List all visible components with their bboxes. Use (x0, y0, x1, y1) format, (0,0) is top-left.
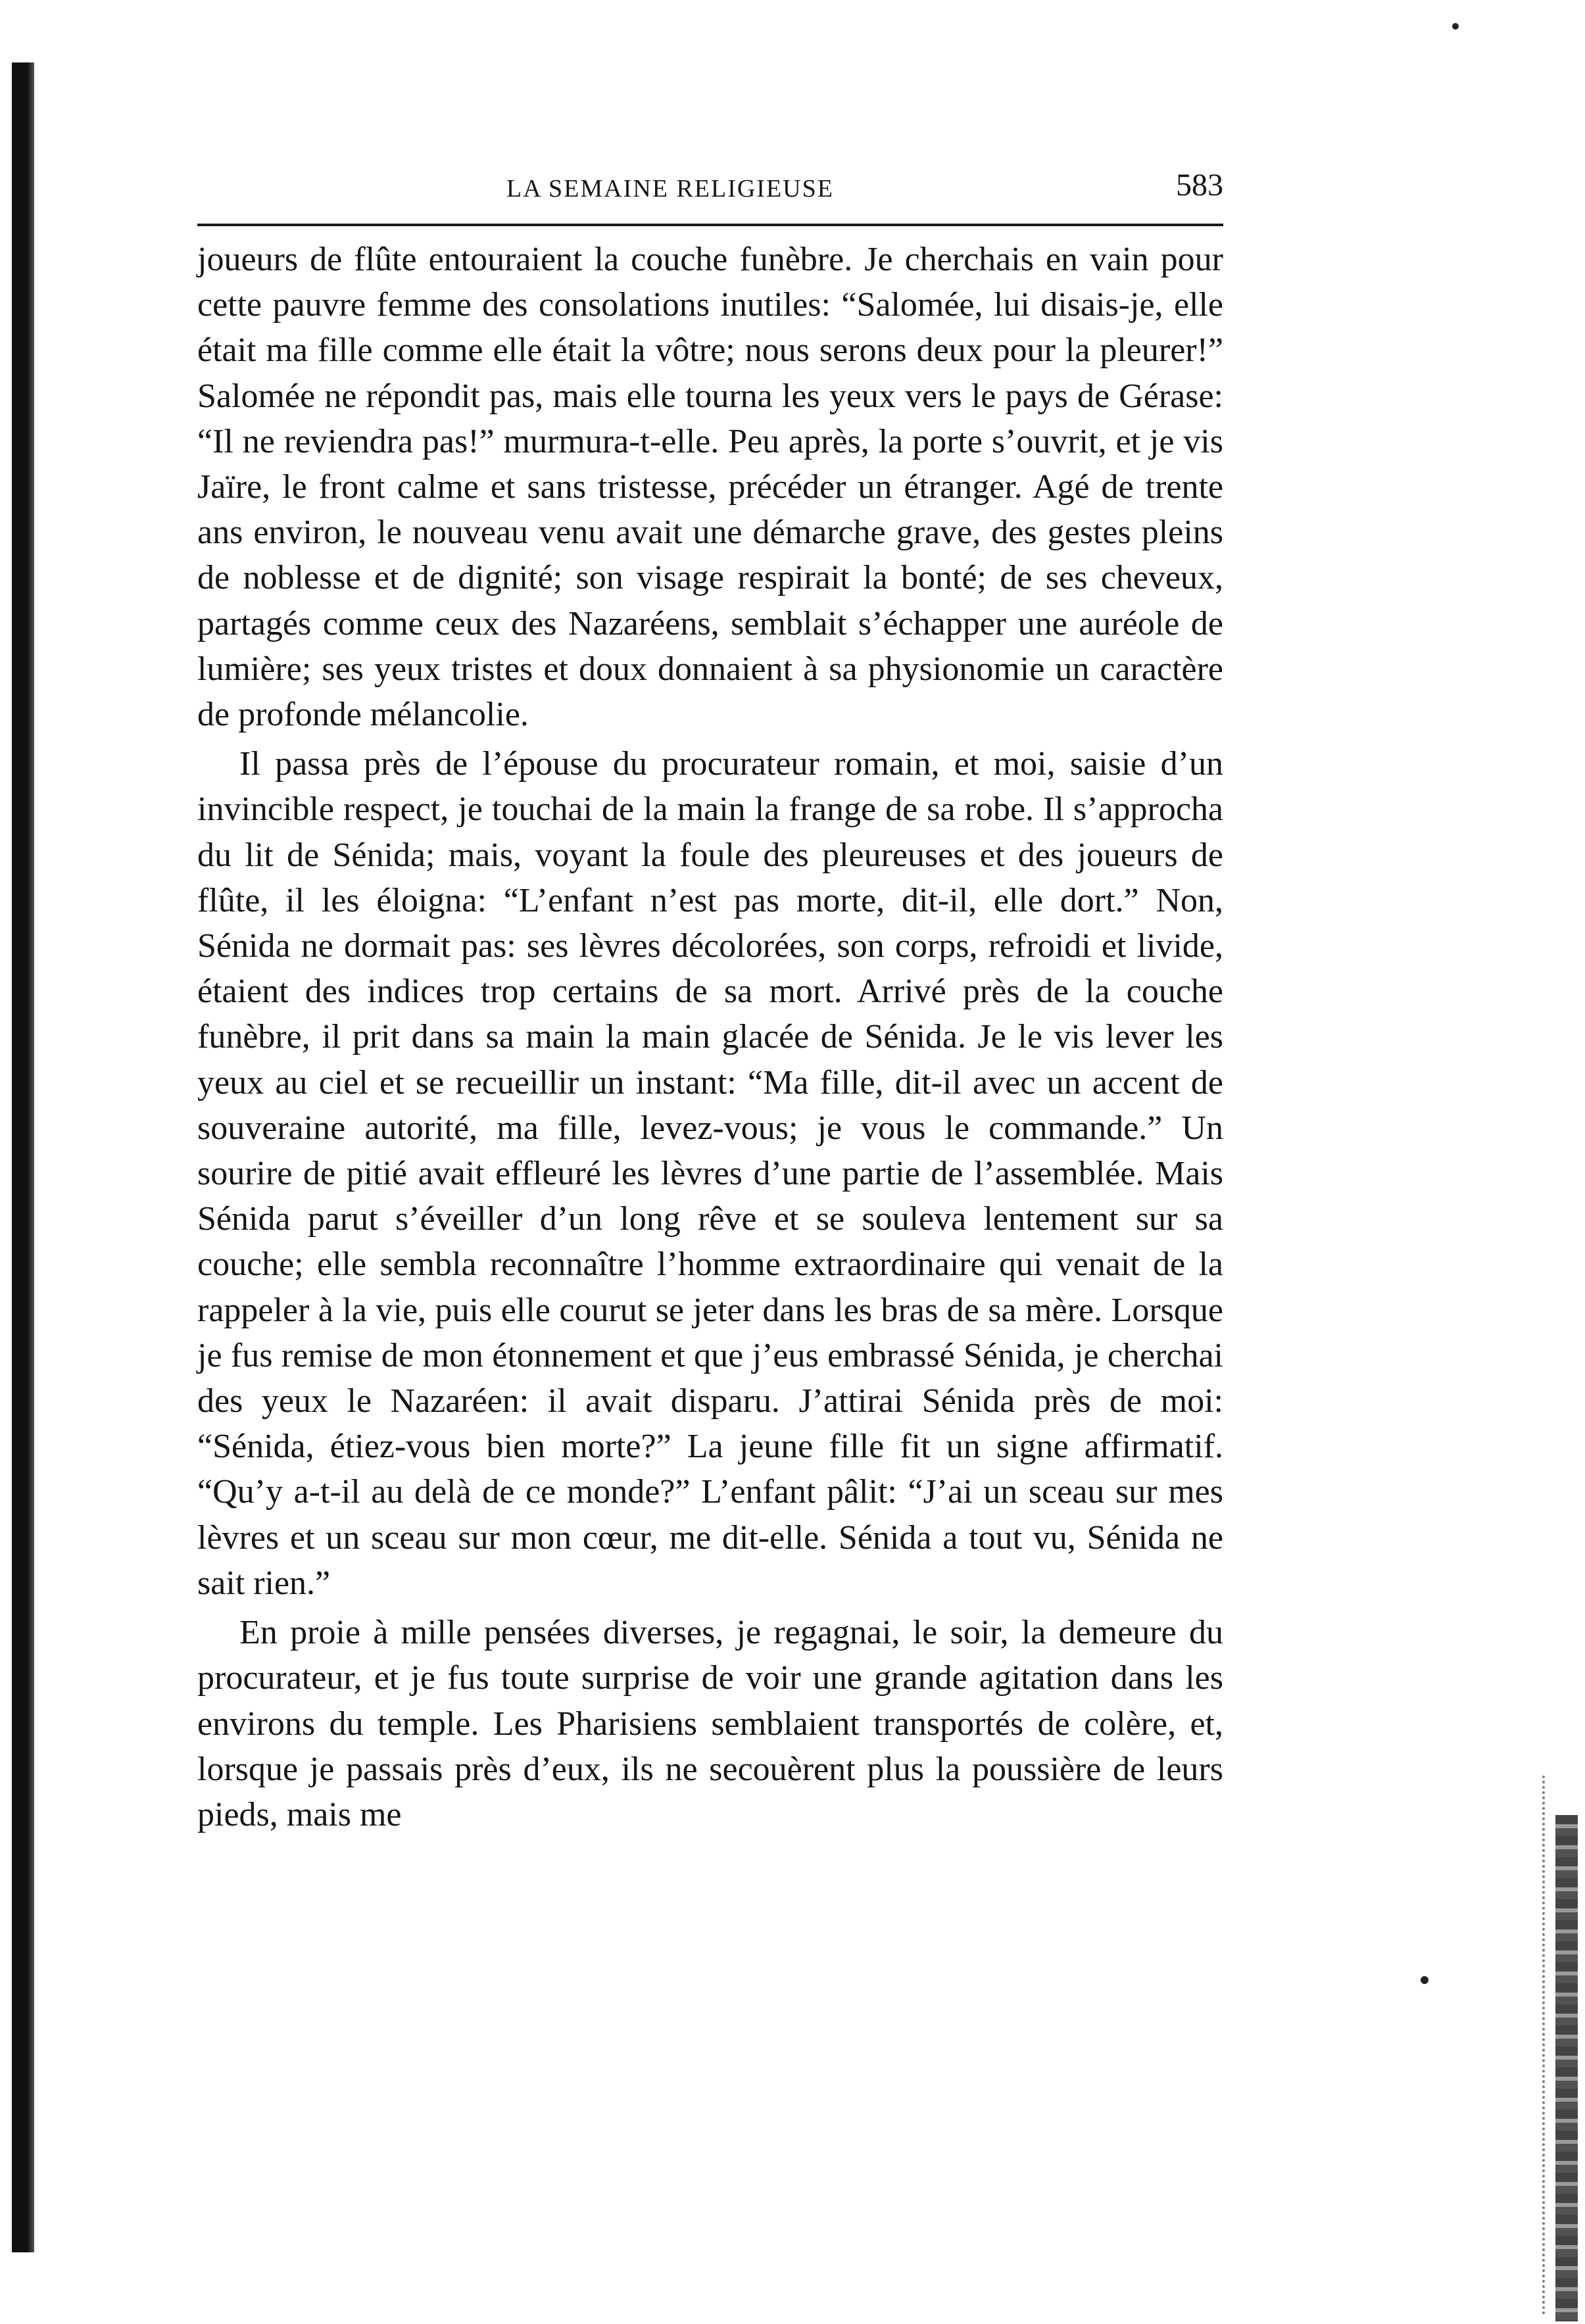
header-rule (197, 224, 1223, 226)
body-text (197, 237, 1223, 1837)
book-page (197, 158, 1223, 1837)
binding-edge (12, 62, 34, 2252)
page-number: 583 (1176, 168, 1223, 203)
page-edge-strip (1555, 1815, 1578, 2321)
paragraph-3: En proie à mille pensées diverses, je regagnai, le soir, la demeure du procurateur, et je fus toute surprise de voir une grande agitation dans les environs du temple. Les Pharisiens semblaient transportés de colère, et, lorsque je passais près d’eux, ils ne secouèrent plus la poussière de leurs pieds, mais me (197, 1614, 1223, 1833)
paragraph-1: joueurs de flûte entouraient la couche funèbre. Je cherchais en vain pour cette pauvre femme des consolations inutiles: “Salomée, lui disais-je, elle était ma fille comme elle était la vôtre; nous serons deux pour la pleurer!” Salomée ne répondit pas, mais elle tourna les yeux vers le pays de Gérase: “Il ne reviendra pas!” murmura-t-elle. Peu après, la porte s’ouvrit, et je vis Jaïre, le front calme et sans tristesse, précéder un étranger. Agé de trente ans environ, le nouveau venu avait une démarche grave, des gestes pleins de noblesse et de dignité; son visage respirait la bonté; de ses cheveux, partagés comme ceux des Nazaréens, semblait s’échapper une auréole de lumière; ses yeux tristes et doux donnaient à sa physionomie un caractère de profonde mélancolie. (197, 241, 1223, 734)
running-head (197, 158, 1223, 221)
stray-dot (1421, 1976, 1428, 1984)
paragraph-2: Il passa près de l’épouse du procurateur romain, et moi, saisie d’un invincible respect, je touchai de la main la frange de sa robe. Il s’approcha du lit de Sénida; mais, voyant la foule des pleureuses et des joueurs de flûte, il les éloigna: “L’enfant n’est pas morte, dit-il, elle dort.” Non, Sénida ne dormait pas: ses lèvres décolorées, son corps, refroidi et livide, étaient des indices trop certains de sa mort. Arrivé près de la couche funèbre, il prit dans sa main la main glacée de Sénida. Je le vis lever les yeux au ciel et se recueillir un instant: “Ma fille, dit-il avec un accent de souveraine autorité, ma fille, levez-vous; je vous le commande.” Un sourire de pitié avait effleuré les lèvres d’une partie de l’assemblée. Mais Sénida parut s’éveiller d’un long rêve et se souleva lentement sur sa couche; elle sembla reconnaître l’homme extraordinaire qui venait de la rappeler à la vie, puis elle courut se jeter dans les bras de sa mère. Lorsque je fus remise de mon étonnement et que j’eus embrassé Sénida, je cherchai des yeux le Nazaréen: il avait disparu. J’attirai Sénida près de moi: “Sénida, étiez-vous bien morte?” La jeune fille fit un signe affirmatif. “Qu’y a-t-il au delà de ce monde?” L’enfant pâlit: “J’ai un sceau sur mes lèvres et un sceau sur mon cœur, me dit-elle. Sénida a tout vu, Sénida ne sait rien.” (197, 745, 1223, 1602)
stray-dot (1452, 23, 1459, 30)
running-title: LA SEMAINE RELIGIEUSE (506, 175, 834, 203)
